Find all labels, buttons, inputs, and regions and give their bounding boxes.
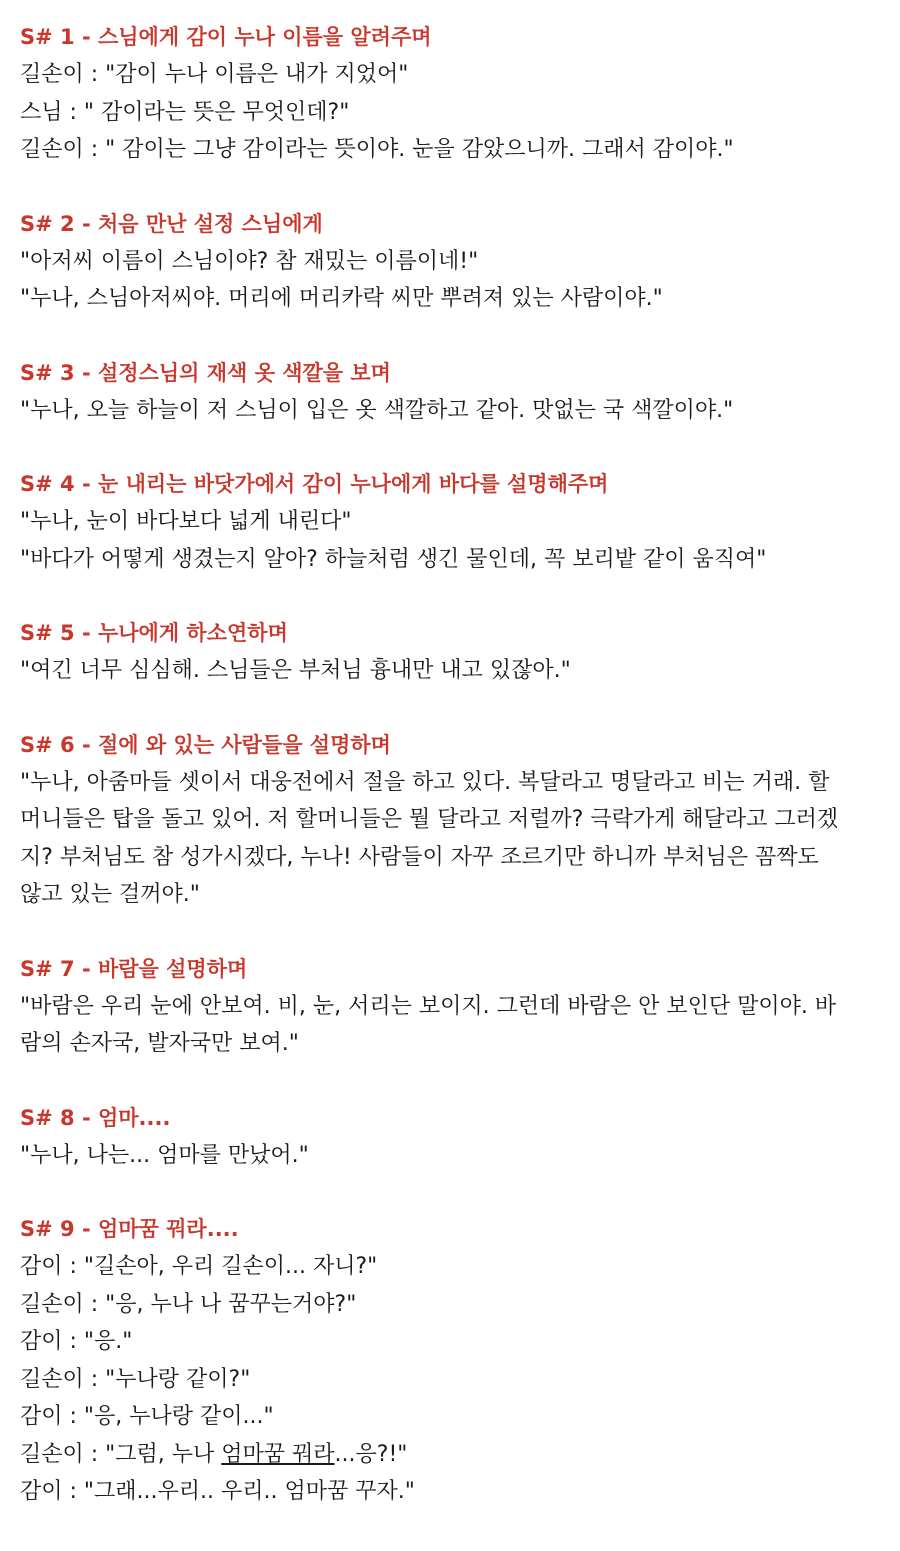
dialogue-line-underlined — [20, 1436, 880, 1474]
dialogue-line: 머니들은 탑을 돌고 있어. 저 할머니들은 뭘 달라고 저럴까? 극락가게 해달라고 그러겠 — [20, 807, 839, 832]
scene-5 — [20, 614, 880, 690]
dialogue-line: "누나, 나는... 엄마를 만났어." — [20, 1142, 309, 1168]
scene-title: S# 9 - 엄마꿈 꿔라.... — [20, 1217, 239, 1241]
scene-title: S# 3 - 설정스님의 재색 옷 색깔을 보며 — [20, 360, 391, 385]
scene-3 — [20, 354, 880, 430]
dialogue-line: "누나, 눈이 바다보다 넓게 내린다" — [20, 509, 352, 534]
scene-title: S# 7 - 바람을 설명하며 — [20, 956, 248, 981]
dialogue-line: 길손이 : "응, 누나 나 꿈꾸는거야?" — [20, 1291, 357, 1317]
scene-title: S# 4 - 눈 내리는 바닷가에서 감이 누나에게 바다를 설명해주며 — [20, 472, 609, 496]
scene-2 — [20, 205, 880, 318]
dialogue-line: "누나, 오늘 하늘이 저 스님이 입은 옷 색깔하고 같아. 맛없는 국 색깔이야." — [20, 397, 734, 423]
line-text-before: 길손이 : "그럼, 누나 — [20, 1441, 222, 1467]
dialogue-line: "누나, 아줌마들 셋이서 대웅전에서 절을 하고 있다. 복달라고 명달라고 비는 거래. 할 — [20, 769, 830, 795]
scene-4 — [20, 465, 880, 578]
dialogue-line: 감이 : "응." — [20, 1329, 133, 1354]
scene-1 — [20, 18, 880, 169]
dialogue-line: 지? 부처님도 참 성가시겠다, 누나! 사람들이 자꾸 조르기만 하니까 부처님은 꼼짝도 — [20, 844, 819, 870]
dialogue-line: 길손이 : "감이 누나 이름은 내가 지었어" — [20, 62, 409, 87]
dialogue-line: 길손이 : "누나랑 같이?" — [20, 1366, 251, 1392]
underlined-phrase: 엄마꿈 꿔라 — [221, 1441, 335, 1467]
script-document — [20, 18, 880, 1547]
dialogue-line: "바람은 우리 눈에 안보여. 비, 눈, 서리는 보이지. 그런데 바람은 안 보인단 말이야. 바 — [20, 993, 837, 1019]
scene-title: S# 1 - 스님에게 감이 누나 이름을 알려주며 — [20, 25, 432, 49]
dialogue-line: 않고 있는 걸꺼야." — [20, 882, 200, 907]
dialogue-line: "아저씨 이름이 스님이야? 참 재밌는 이름이네!" — [20, 248, 479, 274]
scene-9 — [20, 1210, 880, 1511]
scene-title: S# 2 - 처음 만난 설정 스님에게 — [20, 211, 323, 236]
scene-title: S# 8 - 엄마.... — [20, 1105, 171, 1130]
scene-title: S# 5 - 누나에게 하소연하며 — [20, 621, 288, 645]
dialogue-line: 스님 : " 감이라는 뜻은 무엇인데?" — [20, 99, 350, 125]
dialogue-line: 감이 : "그래...우리.. 우리.. 엄마꿈 꾸자." — [20, 1479, 415, 1504]
dialogue-line: "누나, 스님아저씨야. 머리에 머리카락 씨만 뿌려져 있는 사람이야." — [20, 286, 663, 311]
scene-8 — [20, 1099, 880, 1175]
dialogue-line: 감이 : "길손아, 우리 길손이... 자니?" — [20, 1254, 378, 1279]
scene-title: S# 6 - 절에 와 있는 사람들을 설명하며 — [20, 732, 391, 757]
dialogue-line: 길손이 : " 감이는 그냥 감이라는 뜻이야. 눈을 감았으니까. 그래서 감이야." — [20, 137, 734, 162]
dialogue-line: "여긴 너무 심심해. 스님들은 부처님 흉내만 내고 있잖아." — [20, 658, 571, 683]
scene-7 — [20, 950, 880, 1063]
dialogue-line: 람의 손자국, 발자국만 보여." — [20, 1031, 299, 1056]
dialogue-line: "바다가 어떻게 생겼는지 알아? 하늘처럼 생긴 물인데, 꼭 보리밭 같이 움직여" — [20, 546, 767, 572]
scene-6 — [20, 726, 880, 914]
line-text-after: ...응?!" — [334, 1441, 408, 1467]
dialogue-line: 감이 : "응, 누나랑 같이..." — [20, 1404, 274, 1429]
